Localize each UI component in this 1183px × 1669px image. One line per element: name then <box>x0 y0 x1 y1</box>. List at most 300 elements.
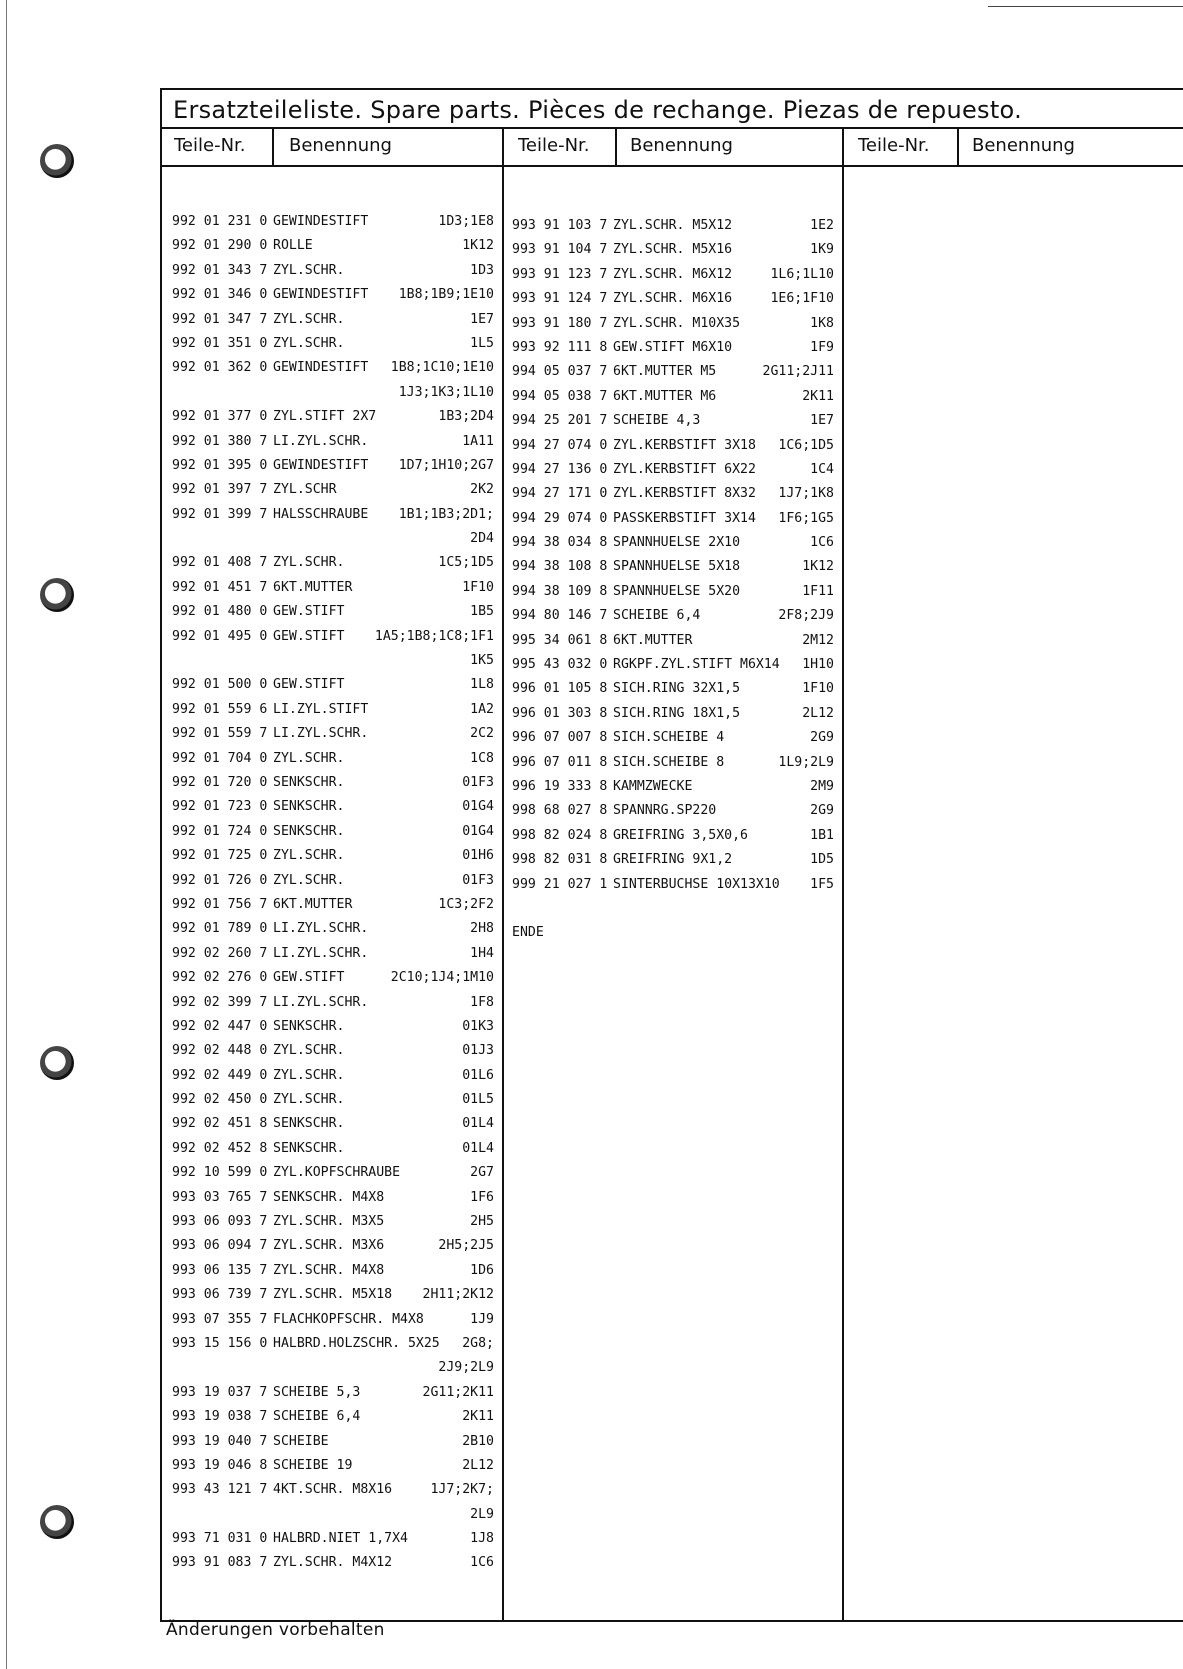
part-name: ZYL.SCHR. M4X8 <box>273 1262 385 1278</box>
part-name: LI.ZYL.SCHR. <box>273 994 369 1010</box>
part-name: SPANNHUELSE 2X10 <box>613 535 741 551</box>
list-item <box>512 657 834 681</box>
part-location: 1K5 <box>470 653 494 669</box>
part-location: 1F6;1G5 <box>778 510 834 526</box>
part-location: 1F11 <box>802 583 834 599</box>
part-name: 6KT.MUTTER <box>613 632 693 648</box>
list-item <box>172 897 494 921</box>
list-item <box>172 946 494 970</box>
part-location: 2L12 <box>802 705 834 721</box>
part-location: 1E6;1F10 <box>770 291 834 307</box>
part-name: GEWINDESTIFT <box>273 360 369 376</box>
list-item <box>172 1141 494 1165</box>
part-location: 2H5;2J5 <box>438 1238 494 1254</box>
list-item <box>512 316 834 340</box>
part-number: 994 38 108 8 <box>512 559 608 575</box>
part-name: SCHEIBE 5,3 <box>273 1384 361 1400</box>
list-item <box>512 486 834 510</box>
list-item <box>172 409 494 433</box>
footer-note: Änderungen vorbehalten <box>166 1620 385 1640</box>
part-location: 1A11 <box>462 433 494 449</box>
list-item <box>512 584 834 608</box>
part-location: 01K3 <box>462 1018 494 1034</box>
part-name: ZYL.SCHR. <box>273 335 345 351</box>
list-item <box>172 873 494 897</box>
part-number: 993 71 031 0 <box>172 1531 268 1547</box>
part-location: 1C3;2F2 <box>438 896 494 912</box>
list-item <box>172 1482 494 1506</box>
part-number: 994 27 074 0 <box>512 437 608 453</box>
list-item <box>172 995 494 1019</box>
list-item <box>512 267 834 291</box>
part-name: SPANNHUELSE 5X20 <box>613 583 741 599</box>
part-location: 2G7 <box>470 1165 494 1181</box>
part-location: 1E7 <box>810 413 834 429</box>
part-name: 6KT.MUTTER <box>273 896 353 912</box>
list-item <box>172 507 494 531</box>
part-name: SENKSCHR. <box>273 799 345 815</box>
part-number: 993 15 156 0 <box>172 1335 268 1351</box>
part-location: 2H5 <box>470 1214 494 1230</box>
part-number: 993 91 123 7 <box>512 266 608 282</box>
part-number: 992 01 362 0 <box>172 360 268 376</box>
list-item <box>172 312 494 336</box>
part-number: 992 01 723 0 <box>172 799 268 815</box>
part-number: 996 01 303 8 <box>512 705 608 721</box>
list-item <box>172 555 494 579</box>
part-location: 1F10 <box>802 681 834 697</box>
part-location: 01L4 <box>462 1116 494 1132</box>
list-item <box>512 877 834 901</box>
column-header-benennung: Benennung <box>630 135 733 156</box>
list-item <box>512 218 834 242</box>
part-location: 1J3;1K3;1L10 <box>398 384 494 400</box>
part-number: 996 07 007 8 <box>512 730 608 746</box>
column-divider <box>272 128 274 166</box>
part-location: 01G4 <box>462 823 494 839</box>
part-number: 992 01 724 0 <box>172 823 268 839</box>
part-number: 994 80 146 7 <box>512 608 608 624</box>
list-item <box>512 559 834 583</box>
page-title: Ersatzteileliste. Spare parts. Pièces de rechange. Piezas de repuesto. <box>173 96 1023 124</box>
part-number: 992 01 395 0 <box>172 457 268 473</box>
part-name: LI.ZYL.SCHR. <box>273 726 369 742</box>
list-item <box>512 779 834 803</box>
part-number: 992 01 380 7 <box>172 433 268 449</box>
part-name: SPANNHUELSE 5X18 <box>613 559 741 575</box>
list-item <box>172 1287 494 1311</box>
part-number: 998 82 031 8 <box>512 852 608 868</box>
part-location: 1F9 <box>810 339 834 355</box>
part-location: 2G9 <box>810 803 834 819</box>
part-name: SICH.SCHEIBE 8 <box>613 754 725 770</box>
list-item <box>172 1409 494 1433</box>
part-number: 994 27 171 0 <box>512 486 608 502</box>
part-name: ZYL.KERBSTIFT 8X32 <box>613 486 756 502</box>
part-number: 992 02 260 7 <box>172 945 268 961</box>
part-number: 998 68 027 8 <box>512 803 608 819</box>
list-item <box>512 706 834 730</box>
part-location: 2J9;2L9 <box>438 1360 494 1376</box>
list-item <box>172 263 494 287</box>
part-name: SPANNRG.SP220 <box>613 803 717 819</box>
part-location: 1J9 <box>470 1311 494 1327</box>
part-number: 992 02 448 0 <box>172 1043 268 1059</box>
part-location: 2M12 <box>802 632 834 648</box>
list-item <box>512 438 834 462</box>
list-item <box>172 751 494 775</box>
part-location: 1K12 <box>462 238 494 254</box>
part-location: 1E7 <box>470 311 494 327</box>
part-number: 992 02 450 0 <box>172 1092 268 1108</box>
list-item <box>172 1555 494 1579</box>
part-location: 01H6 <box>462 848 494 864</box>
list-item <box>512 389 834 413</box>
list-item <box>512 462 834 486</box>
punch-hole-icon <box>40 578 74 612</box>
part-number: 995 43 032 0 <box>512 657 608 673</box>
part-location: 2G11;2J11 <box>762 364 834 380</box>
part-name: GEW.STIFT <box>273 970 345 986</box>
part-number: 992 01 346 0 <box>172 287 268 303</box>
part-location: 01F3 <box>462 774 494 790</box>
part-location: 01F3 <box>462 872 494 888</box>
part-name: ZYL.SCHR. <box>273 750 345 766</box>
part-name: ZYL.SCHR. <box>273 848 345 864</box>
header-divider <box>160 127 1183 129</box>
part-name: ZYL.SCHR. M6X12 <box>613 266 733 282</box>
part-location: 2H8 <box>470 921 494 937</box>
part-name: SICH.RING 18X1,5 <box>613 705 741 721</box>
part-name: 4KT.SCHR. M8X16 <box>273 1482 393 1498</box>
part-number: 992 01 725 0 <box>172 848 268 864</box>
part-name: 6KT.MUTTER <box>273 579 353 595</box>
list-item <box>172 580 494 604</box>
part-location: 1A5;1B8;1C8;1F1 <box>374 628 494 644</box>
part-name: ZYL.SCHR. <box>273 555 345 571</box>
part-name: ZYL.SCHR. M10X35 <box>613 315 741 331</box>
part-location: 1C4 <box>810 461 834 477</box>
list-item <box>172 385 494 409</box>
parts-list-column-2 <box>512 218 834 950</box>
list-item <box>172 848 494 872</box>
part-location: 01L6 <box>462 1067 494 1083</box>
part-location: 1D5 <box>810 852 834 868</box>
part-name: SICH.RING 32X1,5 <box>613 681 741 697</box>
binding-edge <box>6 0 7 1669</box>
part-name: SINTERBUCHSE 10X13X10 <box>613 876 780 892</box>
list-item <box>172 1434 494 1458</box>
part-location: 2K11 <box>462 1409 494 1425</box>
part-number: 996 07 011 8 <box>512 754 608 770</box>
part-number: 992 01 495 0 <box>172 628 268 644</box>
part-number: 992 01 704 0 <box>172 750 268 766</box>
part-name: ZYL.SCHR. <box>273 1043 345 1059</box>
list-item <box>512 340 834 364</box>
part-name: GEW.STIFT <box>273 628 345 644</box>
list-item <box>172 1312 494 1336</box>
part-name: ZYL.SCHR. M5X12 <box>613 218 733 233</box>
list-item <box>172 360 494 384</box>
column-divider <box>502 128 504 1620</box>
part-number: 993 03 765 7 <box>172 1189 268 1205</box>
list-item <box>512 803 834 827</box>
list-item <box>512 755 834 779</box>
part-name: ZYL.SCHR. M5X18 <box>273 1287 393 1303</box>
part-number: 994 25 201 7 <box>512 413 608 429</box>
part-name: FLACHKOPFSCHR. M4X8 <box>273 1311 424 1327</box>
part-name: SENKSCHR. <box>273 1018 345 1034</box>
part-number: 993 19 040 7 <box>172 1433 268 1449</box>
part-location: 1J7;1K8 <box>778 486 834 502</box>
list-item <box>172 238 494 262</box>
part-location: 1C8 <box>470 750 494 766</box>
list-item <box>512 681 834 705</box>
part-name: PASSKERBSTIFT 3X14 <box>613 510 756 526</box>
column-divider <box>615 128 617 166</box>
list-item <box>172 1116 494 1140</box>
part-number: 994 29 074 0 <box>512 510 608 526</box>
list-item <box>172 1068 494 1092</box>
part-name: SENKSCHR. <box>273 774 345 790</box>
part-location: 1E2 <box>810 218 834 233</box>
column-header-teile-nr: Teile-Nr. <box>174 135 246 156</box>
part-number: 992 01 451 7 <box>172 579 268 595</box>
part-number: 992 01 789 0 <box>172 921 268 937</box>
list-item <box>512 901 834 925</box>
part-name: SENKSCHR. <box>273 1116 345 1132</box>
part-name: SENKSCHR. <box>273 823 345 839</box>
part-number: 992 01 343 7 <box>172 262 268 278</box>
part-location: 2B10 <box>462 1433 494 1449</box>
part-location: 1B8;1B9;1E10 <box>398 287 494 303</box>
part-name: GREIFRING 9X1,2 <box>613 852 733 868</box>
list-item <box>172 824 494 848</box>
part-location: 1B1 <box>810 827 834 843</box>
part-number: 994 38 034 8 <box>512 535 608 551</box>
part-location: 2L9 <box>470 1506 494 1522</box>
part-name: LI.ZYL.SCHR. <box>273 433 369 449</box>
part-name: SENKSCHR. M4X8 <box>273 1189 385 1205</box>
part-name: HALSSCHRAUBE <box>273 506 369 522</box>
part-location: 1C6;1D5 <box>778 437 834 453</box>
part-location: 2H11;2K12 <box>422 1287 494 1303</box>
part-number: 993 06 739 7 <box>172 1287 268 1303</box>
part-location: 2D4 <box>470 531 494 547</box>
part-name: ZYL.SCHR. M3X5 <box>273 1214 385 1230</box>
part-number: 993 19 037 7 <box>172 1384 268 1400</box>
part-name: ZYL.SCHR. <box>273 262 345 278</box>
part-name: SCHEIBE <box>273 1433 329 1449</box>
part-location: 2C2 <box>470 726 494 742</box>
part-name: ZYL.SCHR. M3X6 <box>273 1238 385 1254</box>
column-header-teile-nr: Teile-Nr. <box>858 135 930 156</box>
part-number: 992 02 452 8 <box>172 1140 268 1156</box>
part-name: ZYL.SCHR. M4X12 <box>273 1555 393 1571</box>
part-number: 993 06 093 7 <box>172 1214 268 1230</box>
part-name: HALBRD.NIET 1,7X4 <box>273 1531 408 1547</box>
list-item <box>172 214 494 238</box>
part-number: 994 05 037 7 <box>512 364 608 380</box>
list-item <box>172 287 494 311</box>
part-name: ZYL.SCHR. M5X16 <box>613 242 733 258</box>
list-item <box>512 608 834 632</box>
list-item <box>172 336 494 360</box>
list-item <box>172 1507 494 1531</box>
part-name: LI.ZYL.SCHR. <box>273 921 369 937</box>
part-number: 994 27 136 0 <box>512 461 608 477</box>
list-item <box>172 629 494 653</box>
part-number: 993 43 121 7 <box>172 1482 268 1498</box>
top-rule <box>988 6 1183 7</box>
list-item <box>172 1238 494 1262</box>
list-item <box>172 1043 494 1067</box>
list-item <box>172 1458 494 1482</box>
list-item <box>172 921 494 945</box>
column-divider <box>842 128 844 1620</box>
list-item <box>172 726 494 750</box>
part-location: 2F8;2J9 <box>778 608 834 624</box>
part-location: 1K12 <box>802 559 834 575</box>
part-number: 993 91 124 7 <box>512 291 608 307</box>
list-item <box>172 1190 494 1214</box>
list-item <box>172 799 494 823</box>
part-number: 993 91 083 7 <box>172 1555 268 1571</box>
part-location: 1D3 <box>470 262 494 278</box>
part-number: 992 01 231 0 <box>172 214 268 229</box>
part-location: 2K2 <box>470 482 494 498</box>
column-header-teile-nr: Teile-Nr. <box>518 135 590 156</box>
part-number: 993 19 046 8 <box>172 1457 268 1473</box>
list-item <box>172 1019 494 1043</box>
part-name: ZYL.SCHR. <box>273 1067 345 1083</box>
part-name: GEW.STIFT M6X10 <box>613 339 733 355</box>
part-number: 995 34 061 8 <box>512 632 608 648</box>
part-name: SCHEIBE 4,3 <box>613 413 701 429</box>
list-item <box>512 291 834 315</box>
part-location: 2G9 <box>810 730 834 746</box>
part-number: 996 19 333 8 <box>512 778 608 794</box>
part-name: SENKSCHR. <box>273 1140 345 1156</box>
list-item <box>172 458 494 482</box>
part-number: 992 01 726 0 <box>172 872 268 888</box>
part-number: 993 91 104 7 <box>512 242 608 258</box>
list-item <box>512 730 834 754</box>
part-name: 6KT.MUTTER M5 <box>613 364 717 380</box>
part-number: 993 91 180 7 <box>512 315 608 331</box>
list-item <box>172 653 494 677</box>
part-number: ENDE <box>512 925 544 941</box>
part-number: 993 91 103 7 <box>512 218 608 233</box>
part-number: 992 01 347 7 <box>172 311 268 327</box>
list-item <box>512 364 834 388</box>
part-name: GEW.STIFT <box>273 677 345 693</box>
part-number: 992 01 377 0 <box>172 409 268 425</box>
part-number: 992 02 447 0 <box>172 1018 268 1034</box>
part-name: ZYL.SCHR. <box>273 872 345 888</box>
part-number: 992 01 351 0 <box>172 335 268 351</box>
part-location: 2L12 <box>462 1457 494 1473</box>
part-name: GEW.STIFT <box>273 604 345 620</box>
part-name: ZYL.KOPFSCHRAUBE <box>273 1165 401 1181</box>
part-name: ZYL.KERBSTIFT 3X18 <box>613 437 756 453</box>
part-location: 01L5 <box>462 1092 494 1108</box>
part-location: 1F5 <box>810 876 834 892</box>
part-number: 992 01 290 0 <box>172 238 268 254</box>
list-item <box>172 677 494 701</box>
part-name: SCHEIBE 6,4 <box>273 1409 361 1425</box>
part-location: 2G8; <box>462 1335 494 1351</box>
part-location: 1H4 <box>470 945 494 961</box>
part-name: ZYL.SCHR. <box>273 1092 345 1108</box>
part-location: 1F8 <box>470 994 494 1010</box>
part-number: 992 02 451 8 <box>172 1116 268 1132</box>
part-number: 998 82 024 8 <box>512 827 608 843</box>
part-number: 993 92 111 8 <box>512 339 608 355</box>
column-divider <box>957 128 959 166</box>
part-number: 993 06 135 7 <box>172 1262 268 1278</box>
part-name: ZYL.STIFT 2X7 <box>273 409 377 425</box>
list-item <box>172 1385 494 1409</box>
part-name: HALBRD.HOLZSCHR. 5X25 <box>273 1335 440 1351</box>
part-name: GEWINDESTIFT <box>273 287 369 303</box>
part-number: 993 07 355 7 <box>172 1311 268 1327</box>
part-number: 994 05 038 7 <box>512 388 608 404</box>
part-location: 1D3;1E8 <box>438 214 494 229</box>
part-location: 1H10 <box>802 657 834 673</box>
part-location: 1K9 <box>810 242 834 258</box>
list-item <box>512 925 834 949</box>
part-location: 1L5 <box>470 335 494 351</box>
column-header-benennung: Benennung <box>289 135 392 156</box>
part-number: 999 21 027 1 <box>512 876 608 892</box>
part-name: KAMMZWECKE <box>613 778 693 794</box>
part-location: 1F6 <box>470 1189 494 1205</box>
part-name: SCHEIBE 19 <box>273 1457 353 1473</box>
part-location: 1L9;2L9 <box>778 754 834 770</box>
list-item <box>172 1263 494 1287</box>
part-name: LI.ZYL.SCHR. <box>273 945 369 961</box>
part-name: GEWINDESTIFT <box>273 457 369 473</box>
part-location: 01L4 <box>462 1140 494 1156</box>
part-location: 2G11;2K11 <box>422 1384 494 1400</box>
list-item <box>172 1214 494 1238</box>
list-item <box>172 1165 494 1189</box>
part-location: 1B1;1B3;2D1; <box>398 506 494 522</box>
part-name: SCHEIBE 6,4 <box>613 608 701 624</box>
list-item <box>512 535 834 559</box>
part-name: ZYL.SCHR. <box>273 311 345 327</box>
part-number: 992 01 756 7 <box>172 896 268 912</box>
part-location: 1C5;1D5 <box>438 555 494 571</box>
part-name: ZYL.SCHR. M6X16 <box>613 291 733 307</box>
part-number: 992 01 720 0 <box>172 774 268 790</box>
part-location: 1J8 <box>470 1531 494 1547</box>
list-item <box>512 828 834 852</box>
part-name: RGKPF.ZYL.STIFT M6X14 <box>613 657 780 673</box>
part-location: 1D6 <box>470 1262 494 1278</box>
part-name: ZYL.SCHR <box>273 482 337 498</box>
list-item <box>512 633 834 657</box>
part-location: 1F10 <box>462 579 494 595</box>
part-location: 01G4 <box>462 799 494 815</box>
part-name: GREIFRING 3,5X0,6 <box>613 827 748 843</box>
part-number: 992 02 276 0 <box>172 970 268 986</box>
part-number: 996 01 105 8 <box>512 681 608 697</box>
part-location: 1B3;2D4 <box>438 409 494 425</box>
part-location: 2C10;1J4;1M10 <box>390 970 494 986</box>
list-item <box>172 970 494 994</box>
